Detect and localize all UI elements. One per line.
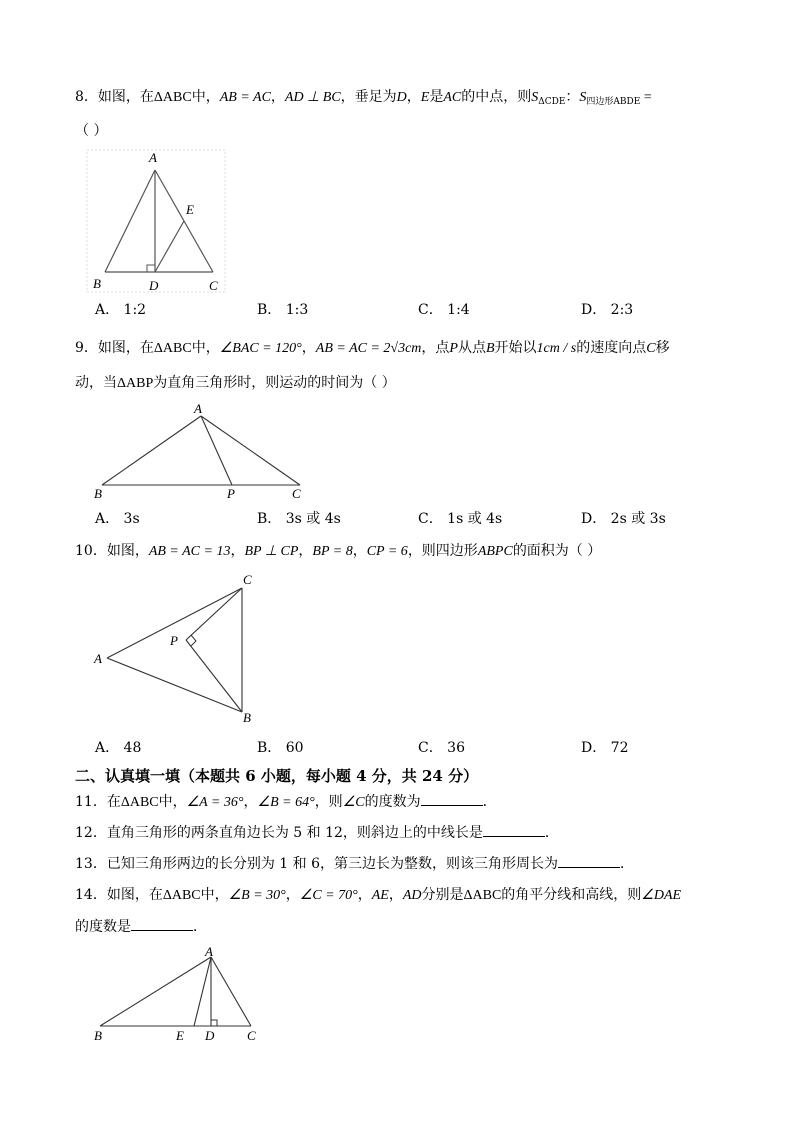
question-8: 8．如图，在ΔABC中，AB = AC，AD ⊥ BC，垂足为D，E是AC的中点，则$S_{\Delta CDE}$：$S_{四边形ABDE}$ = [75, 89, 652, 107]
label-d: D [205, 1028, 215, 1043]
q9-option-d: D． 2s 或 3s [581, 511, 666, 527]
q9-option-c: C． 1s 或 4s [418, 511, 503, 527]
question-8-answer-paren: （ ） [75, 123, 108, 139]
segment-ab [102, 416, 201, 485]
label-b: B [93, 276, 101, 291]
segment-de [155, 221, 184, 272]
q10-option-c: C． 36 [418, 740, 465, 756]
q10-option-d: D． 72 [581, 740, 629, 756]
q8-option-b: B． 1:3 [257, 302, 309, 318]
figure-q10 [90, 572, 270, 727]
q8-option-d: D． 2:3 [581, 302, 634, 318]
label-p: P [170, 633, 178, 648]
section-2-heading: 二、认真填一填（本题共 6 小题，每小题 4 分，共 24 分） [75, 767, 479, 785]
answer-blank[interactable] [131, 916, 193, 931]
segment-ac [211, 957, 251, 1026]
answer-blank[interactable] [421, 791, 483, 806]
label-e: E [186, 202, 194, 217]
right-angle-mark [211, 1020, 217, 1026]
segment-ab [105, 170, 155, 272]
question-14-line2: 的度数是 ． [75, 916, 207, 937]
question-14: 14．如图，在ΔABC中，∠B = 30°，∠C = 70°，AE，AD分别是ΔABC的角平分线和高线，则∠DAE [75, 887, 682, 903]
label-a: A [94, 651, 102, 666]
question-9: 9．如图，在ΔABC中，∠BAC = 120°，AB = AC = 2√3cm，点P从点B开始以1cm / s的速度向点C移 [75, 340, 670, 356]
label-c: C [209, 278, 218, 293]
q10-option-a: A． 48 [95, 740, 142, 756]
label-b: B [94, 486, 102, 501]
label-b: B [94, 1028, 102, 1043]
q10-option-b: B． 60 [257, 740, 304, 756]
q9-option-b: B． 3s 或 4s [257, 511, 341, 527]
segment-ab [107, 658, 242, 712]
q9-option-a: A． 3s [95, 511, 140, 527]
figure-q8 [85, 148, 230, 298]
label-b: B [243, 710, 251, 725]
question-9-line2: 动，当ΔABP为直角三角形时，则运动的时间为（ ） [75, 375, 396, 391]
label-c: C [292, 486, 301, 501]
label-p: P [227, 486, 235, 501]
label-c: C [247, 1028, 256, 1043]
segment-ae [194, 957, 211, 1026]
figure-q9 [88, 398, 313, 502]
right-angle-mark [191, 635, 196, 646]
question-10: 10．如图，AB = AC = 13，BP ⊥ CP，BP = 8，CP = 6，则四边形ABPC的面积为（ ） [75, 543, 602, 559]
label-d: D [149, 278, 159, 293]
label-a: A [149, 150, 157, 165]
question-11: 11．在ΔABC中，∠A = 36°，∠B = 64°，则∠C的度数为 ． [75, 791, 497, 813]
answer-blank[interactable] [558, 853, 620, 868]
q8-option-c: C． 1:4 [418, 302, 470, 318]
figure-q14 [88, 944, 268, 1044]
label-a: A [194, 401, 202, 416]
question-13: 13．已知三角形两边的长分别为 1 和 6，第三边长为整数，则该三角形周长为 ． [75, 853, 634, 874]
label-a: A [205, 944, 213, 959]
label-e: E [176, 1028, 184, 1043]
answer-blank[interactable] [483, 822, 545, 837]
q8-option-a: A． 1:2 [95, 302, 147, 318]
segment-pc [186, 588, 242, 640]
segment-ac [201, 416, 300, 485]
question-12: 12．直角三角形的两条直角边长为 5 和 12，则斜边上的中线长是 ． [75, 822, 559, 843]
segment-ab [100, 957, 211, 1026]
label-c: C [243, 572, 252, 587]
right-angle-mark [147, 265, 155, 272]
